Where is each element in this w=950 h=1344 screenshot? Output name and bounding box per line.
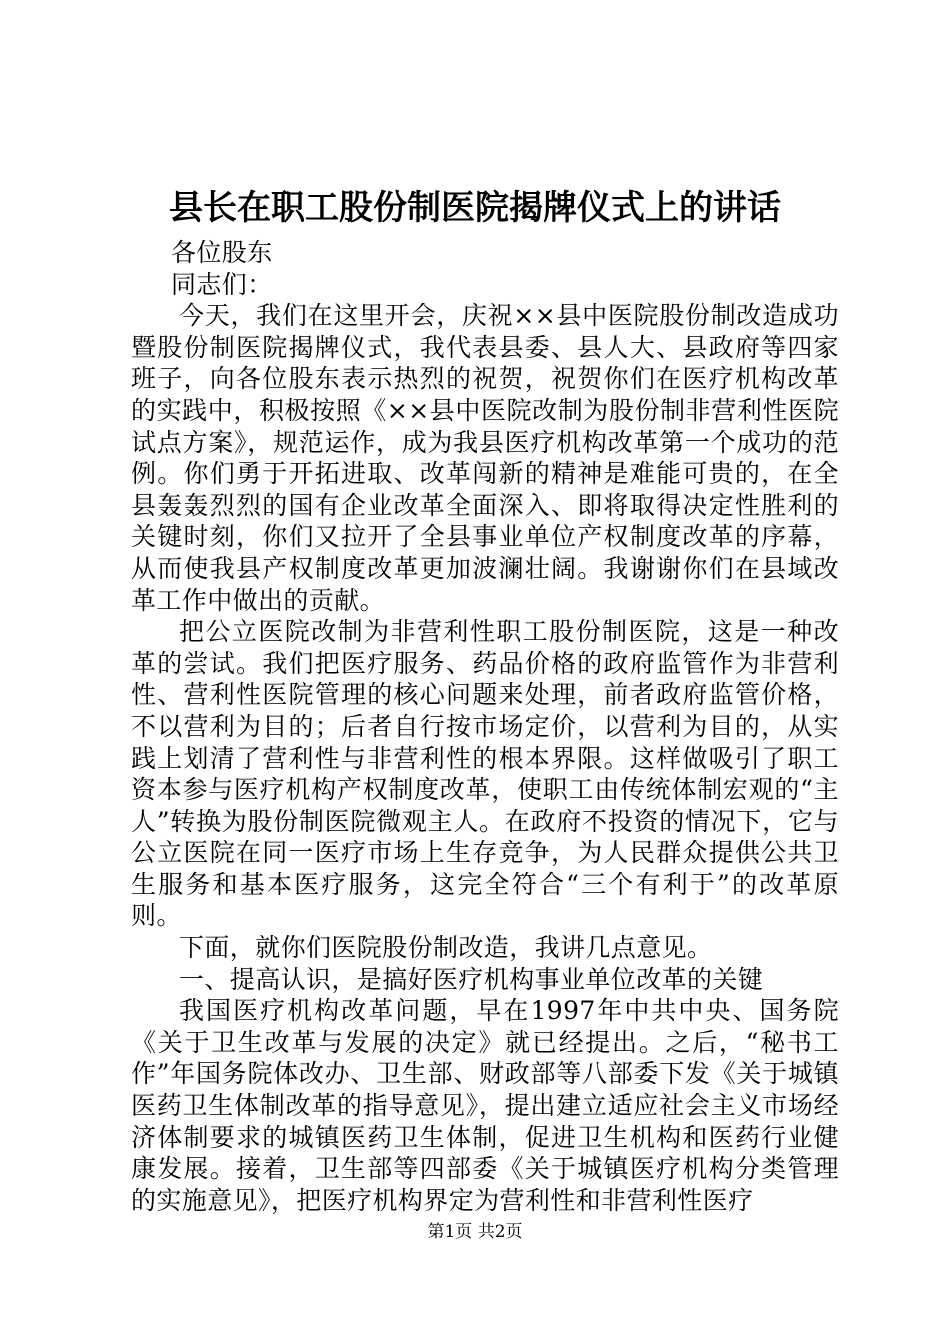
document-body (131, 237, 839, 1216)
salutation-shareholders: 各位股东 (171, 238, 273, 267)
page-number-footer: 第1页 共2页 (427, 1222, 523, 1242)
section-heading: 一、提高认识，是搞好医疗机构事业单位改革的关键 (179, 964, 764, 994)
document-title: 县长在职工股份制医院揭牌仪式上的讲话 (169, 188, 781, 228)
paragraph-reform-attempt: 把公立医院改制为非营利性职工股份制医院，这是一种改革的尝试。我们把医疗服务、药品价格的政府监管作为非营利性、营利性医院管理的核心问题来处理，前者政府监管价格，不以营利为目的；后者自行按市场定价，以营利为目的，从实践上划清了营利性与非营利性的根本界限。这样做吸引了职工资本参与医疗机构产权制度改革，使职工由传统体制宏观的“主人”转换为股份制医院微观主人。在政府不投资的情况下，它与公立医院在同一医疗市场上生存竞争，为人民群众提供公共卫生服务和基本医疗服务，这完全符合“三个有利于”的改革原则。 (131, 617, 839, 931)
paragraph-transition: 下面，就你们医院股份制改造，我讲几点意见。 (179, 933, 713, 963)
paragraph-section-one: 我国医疗机构改革问题，早在1997年中共中央、国务院《关于卫生改革与发展的决定》就已经提出。之后，“秘书工作”年国务院体改办、卫生部、财政部等八部委下发《关于城镇医药卫生体制改革的指导意见》，提出建立适应社会主义市场经济体制要求的城镇医药卫生体制，促进卫生机构和医药行业健康发展。接着，卫生部等四部委《关于城镇医疗机构分类管理的实施意见》，把医疗机构界定为营利性和非营利性医疗 (131, 996, 839, 1215)
paragraph-opening: 今天，我们在这里开会，庆祝××县中医院股份制改造成功暨股份制医院揭牌仪式，我代表县委、县人大、县政府等四家班子，向各位股东表示热烈的祝贺，祝贺你们在医疗机构改革的实践中，积极按照《××县中医院改制为股份制非营利性医院试点方案》，规范运作，成为我县医疗机构改革第一个成功的范例。你们勇于开拓进取、改革闯新的精神是难能可贵的，在全县轰轰烈烈的国有企业改革全面深入、即将取得决定性胜利的关键时刻，你们又拉开了全县事业单位产权制度改革的序幕，从而使我县产权制度改革更加波澜壮阔。我谢谢你们在县域改革工作中做出的贡献。 (131, 301, 839, 615)
salutation-comrades: 同志们： (171, 269, 273, 299)
